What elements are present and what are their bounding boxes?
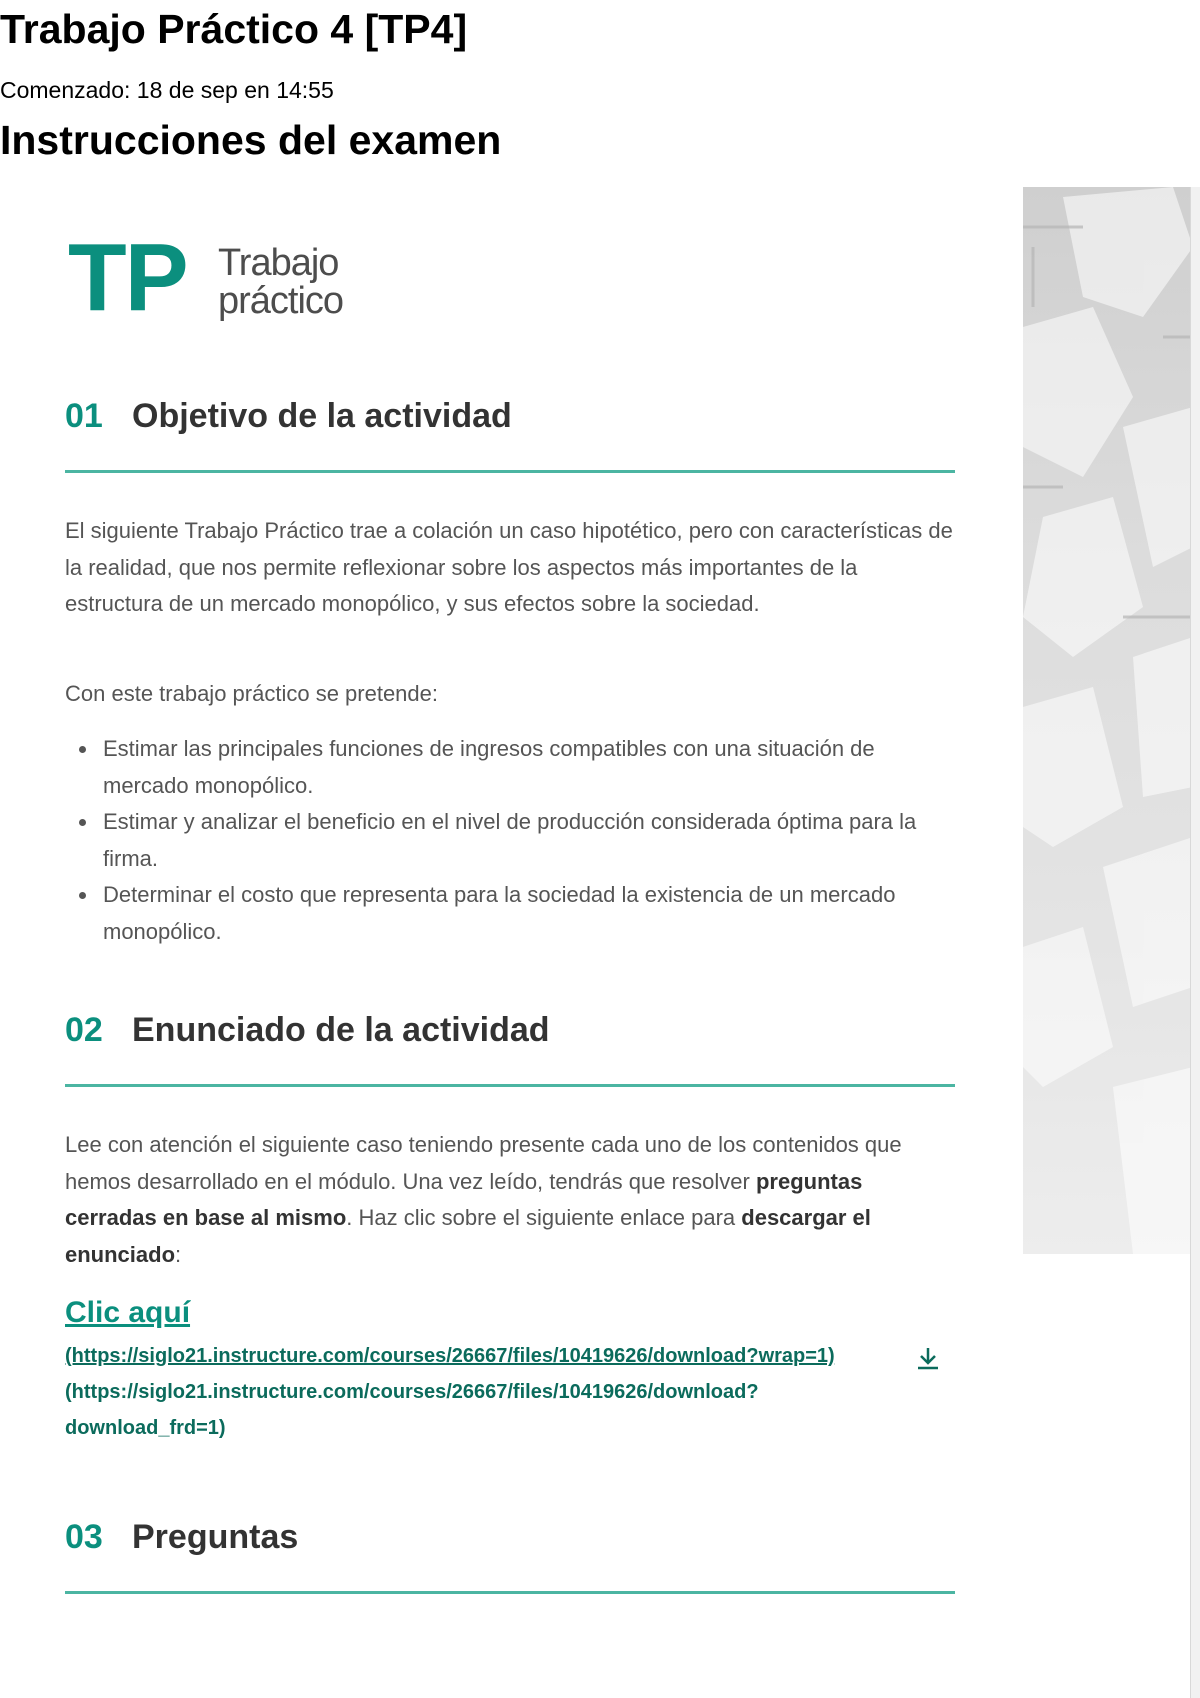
instructions-heading: Instrucciones del examen (0, 117, 502, 163)
statement-bold-download: descargar el enunciado (65, 1205, 871, 1267)
section-title: Preguntas (132, 1518, 299, 1556)
list-item: Estimar las principales funciones de ingresos compatibles con una situación de mercado monopólico. (65, 731, 955, 804)
section-number: 02 (65, 1011, 103, 1049)
section-heading-statement (65, 1011, 955, 1059)
objective-intro: Con este trabajo práctico se pretende: (65, 681, 439, 706)
section-heading-questions (65, 1518, 955, 1566)
list-item: Determinar el costo que representa para la sociedad la existencia de un mercado monopólico. (65, 877, 955, 950)
statement-text: Lee con atención el siguiente caso teniendo presente cada uno de los contenidos que hemos desarrollado en el módulo. Una vez leído, tendrás que resolver (65, 1132, 902, 1194)
download-link[interactable]: Clic aquí (65, 1296, 191, 1329)
section-title: Enunciado de la actividad (132, 1011, 550, 1049)
statement-paragraph (65, 1127, 955, 1273)
section-divider (65, 1084, 955, 1087)
list-item: Estimar y analizar el beneficio en el nivel de producción considerada óptima para la firma. (65, 804, 955, 877)
logo-word-trabajo: Trabajo (218, 242, 339, 284)
direct-download-url-continued[interactable]: download_frd=1) (65, 1417, 226, 1439)
download-link-url[interactable]: (https://siglo21.instructure.com/courses/26667/files/10419626/download?wrap=1) (65, 1345, 835, 1367)
section-number: 01 (65, 397, 103, 435)
section-divider (65, 1591, 955, 1594)
download-icon[interactable] (915, 1345, 941, 1371)
decorative-architecture-image (1023, 187, 1193, 1254)
section-heading-objective (65, 397, 955, 445)
direct-download-url[interactable]: (https://siglo21.instructure.com/courses/26667/files/10419626/download? (65, 1381, 759, 1403)
page-scrollbar-track[interactable] (1190, 187, 1200, 1698)
objective-paragraph: El siguiente Trabajo Práctico trae a colación un caso hipotético, pero con características de la realidad, que nos permite reflexionar sobre los aspectos más importantes de la estructura de un mercado monopólico, y sus efectos sobre la sociedad. (65, 518, 953, 616)
statement-text: : (175, 1241, 182, 1267)
section-divider (65, 470, 955, 473)
section-title: Objetivo de la actividad (132, 397, 512, 435)
statement-bold-questions: preguntas cerradas en base al mismo (65, 1168, 863, 1230)
tp-logo (68, 224, 368, 331)
section-number: 03 (65, 1518, 103, 1556)
page-title: Trabajo Práctico 4 [TP4] (0, 6, 468, 52)
statement-text: . Haz clic sobre el siguiente enlace para (346, 1205, 742, 1230)
logo-letters: TP (68, 224, 187, 331)
started-timestamp: Comenzado: 18 de sep en 14:55 (0, 77, 334, 103)
objectives-list (65, 731, 955, 950)
logo-word-practico: práctico (218, 280, 344, 322)
